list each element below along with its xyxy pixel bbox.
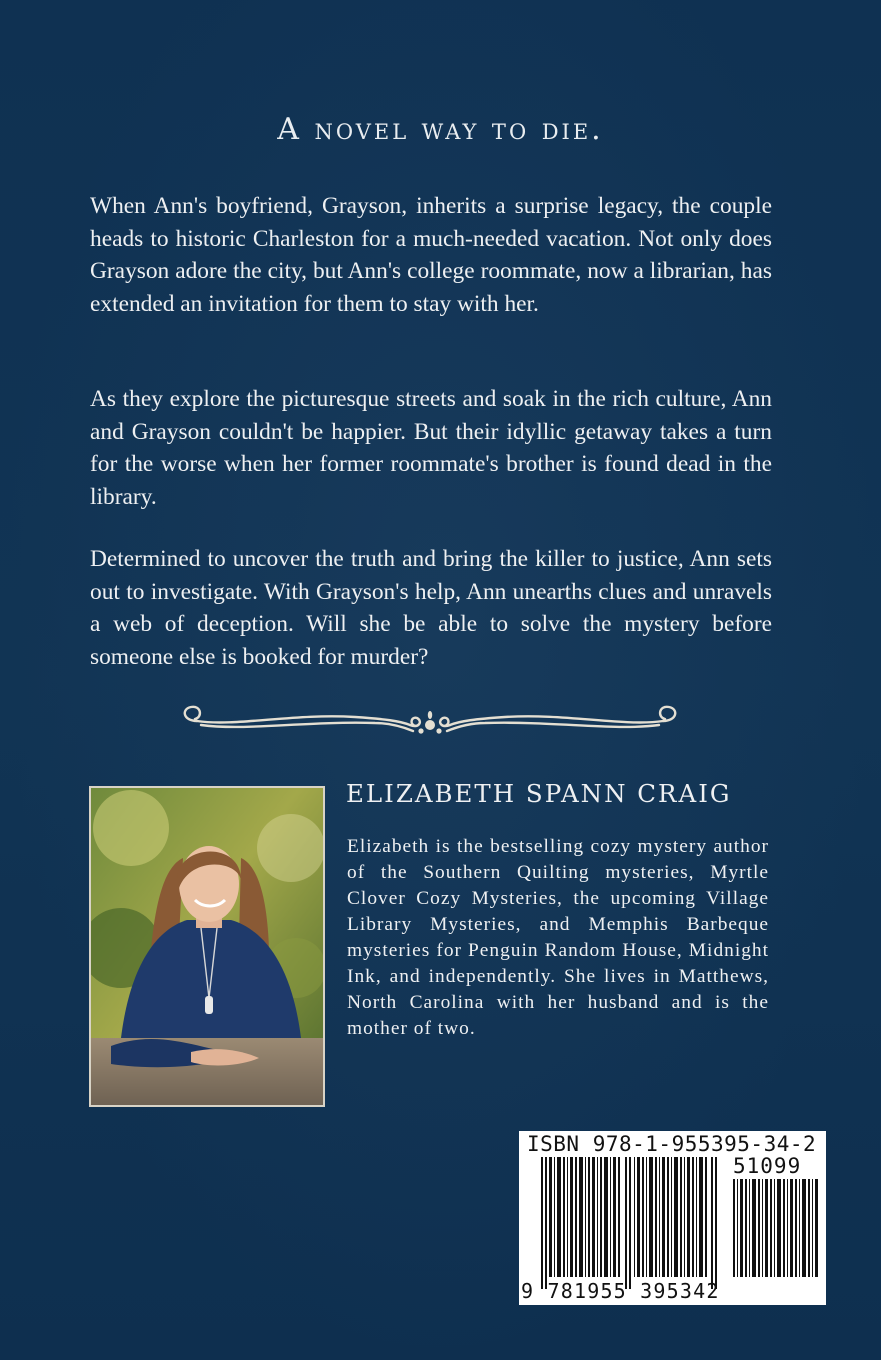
author-name: ELIZABETH SPANN CRAIG bbox=[346, 779, 732, 808]
scroll-flourish-divider-icon bbox=[175, 701, 685, 745]
blurb-paragraph-3: Determined to uncover the truth and bring the killer to justice, Ann sets out to investigate. With Grayson's help, Ann unearths clues and unravels a web of deception. Will she be able to solve the mystery before someone else is booked for murder? bbox=[90, 546, 772, 670]
blurb-paragraph-2: As they explore the picturesque streets and soak in the rich culture, Ann and Grayson couldn't be happier. But their idyllic getaway takes a turn for the worse when her former roommate's brother is found dead in the library. bbox=[90, 386, 772, 510]
ean-digits: 9 781955 395342 bbox=[521, 1279, 720, 1303]
tagline: A novel way to die. bbox=[277, 112, 604, 147]
author-portrait-image bbox=[91, 788, 323, 1105]
barcode-block bbox=[519, 1131, 826, 1305]
price-code: 51099 bbox=[733, 1154, 802, 1178]
price-barcode-icon bbox=[733, 1179, 819, 1277]
author-bio: Elizabeth is the bestselling cozy mystery author of the Southern Quilting mysteries, Myrtle Clover Cozy Mysteries, the upcoming Village Library Mysteries, and Memphis Barbeque mysteries for Penguin Random House, Midnight Ink, and independently. She lives in Matthews, North Carolina with her husband and is the mother of two. bbox=[347, 836, 769, 1039]
isbn-label: ISBN 978-1-955395-34-2 bbox=[527, 1132, 817, 1156]
barcode-icon bbox=[541, 1157, 717, 1289]
author-portrait-photo bbox=[89, 786, 325, 1107]
blurb-paragraph-1: When Ann's boyfriend, Grayson, inherits a surprise legacy, the couple heads to historic Charleston for a much-needed vacation. Not only does Grayson adore the city, but Ann's college roommate, now a librarian, has extended an invitation for them to stay with her. bbox=[90, 193, 772, 317]
